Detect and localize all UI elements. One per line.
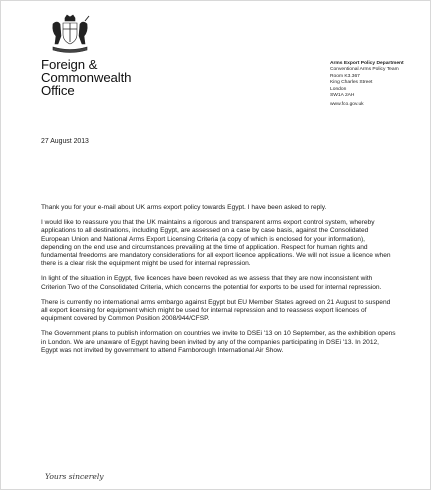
org-line: Office <box>41 83 75 98</box>
letter-body <box>41 204 397 362</box>
letter-date: 27 August 2013 <box>41 138 89 145</box>
royal-coat-of-arms-icon <box>47 14 93 54</box>
postcode: SW1A 2AH <box>330 93 355 99</box>
signoff: Yours sincerely <box>45 472 104 481</box>
website-link[interactable]: www.fco.gov.uk <box>330 102 364 108</box>
room-number: Room K3.367 <box>330 73 360 79</box>
org-line: Foreign & <box>41 57 98 72</box>
team-name: Conventional Arms Policy Team <box>330 67 399 73</box>
paragraph: The Government plans to publish information on countries we invite to DSEi '13 on 10 September, as the exhibition opens in London. We are unaware of Egypt having been invited by any of the companies participating in DSEi '13. In 2012, Egypt was not invited by government to attend Farnborough International Air Show. <box>41 330 396 354</box>
org-line: Commonwealth <box>41 70 132 85</box>
paragraph: In light of the situation in Egypt, five licences have been revoked as we assess that they are now inconsistent with Criterion Two of the Consolidated Criteria, which concerns the potential for exports to be used for internal repression. <box>41 275 382 291</box>
paragraph: I would like to reassure you that the UK maintains a rigorous and transparent arms export control system, whereby applications to all destinations, including Egypt, are assessed on a case by case basis, against the Consolidated European Union and National Arms Export Licensing Criteria (a copy of which is enclosed for your information), depending on the end use and circumstances prevailing at the time of application. Respect for human rights and fundamental freedoms are mandatory considerations for all export licence applications. We will not issue a licence when there is a clear risk the equipment might be used for internal repression. <box>41 219 391 268</box>
paragraph: There is currently no international arms embargo against Egypt but EU Member States agreed on 21 August to suspend all export licensing for equipment which might be used for internal repression and to reassess export licences of equipment covered by Common Position 2008/944/CFSP. <box>41 298 391 323</box>
organisation-name <box>41 58 131 97</box>
street: King Charles Street <box>330 80 373 86</box>
department-name: Arms Export Policy Department <box>330 61 404 66</box>
city: London <box>330 86 347 92</box>
sender-address <box>330 61 404 109</box>
paragraph: Thank you for your e-mail about UK arms export policy towards Egypt. I have been asked to reply. <box>41 204 327 211</box>
